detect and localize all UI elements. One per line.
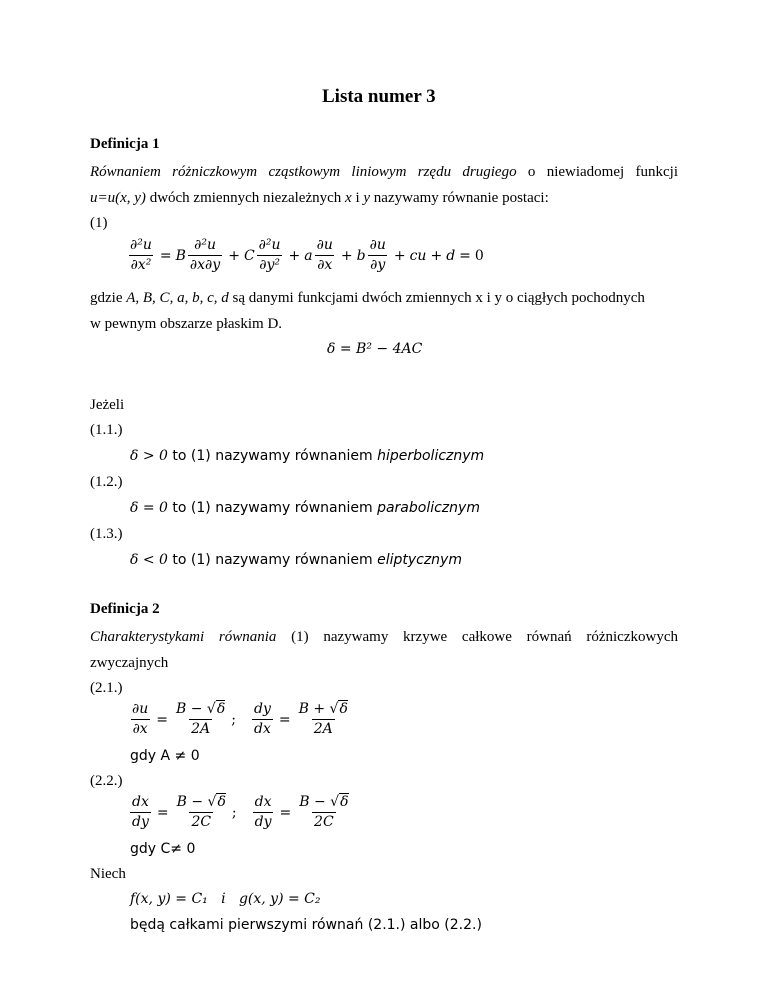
niech-label: Niech	[90, 866, 126, 882]
fraction-d2u-dx2: $\frac{\text{∂²u}}{\text{∂x²}}$	[130, 237, 152, 273]
case-1-condition: δ > 0	[130, 448, 168, 464]
definition-1-line-1-rest: o niewiadomej funkcji	[516, 164, 678, 180]
fraction-b-minus-sqrt-delta: $\frac{B - √\delta}{2A}$	[176, 701, 226, 737]
case-2-text: to (1) nazywamy równaniem	[167, 500, 378, 516]
after-text-rest: są danymi funkcjami dwóch zmiennych x i y o ciągłych pochodnych	[228, 290, 645, 306]
definition-1-line-1	[90, 164, 678, 181]
definition-2-term: Charakterystykami równania	[90, 629, 277, 645]
conjunction: i	[351, 190, 364, 206]
function-notation: u=u(x, y)	[90, 190, 146, 206]
definition-2-line-1	[90, 629, 678, 646]
fraction-b-plus-sqrt-delta: $\frac{B + √\delta}{2A}$	[298, 701, 348, 737]
delta-definition: δ = B² − 4AC	[327, 341, 423, 357]
case-1-text: to (1) nazywamy równaniem	[167, 448, 378, 464]
case-1-label: (1.1.)	[90, 422, 123, 438]
fraction-du-dx-2: $\frac{\partial u}{\partial x}$	[132, 701, 149, 737]
page-title: Lista numer 3	[322, 86, 436, 107]
definition-2-heading: Definicja 2	[90, 601, 160, 617]
case-2	[130, 500, 480, 516]
case-2-condition: δ = 0	[130, 500, 168, 516]
definition-1-text-end: nazywamy równanie postaci:	[370, 190, 549, 206]
fraction-d2u-dy2: $\frac{\text{∂²u}}{\text{∂y²}}$	[258, 237, 281, 273]
case-3-text: to (1) nazywamy równaniem	[167, 552, 378, 568]
equation-2-2-label: (2.2.)	[90, 773, 123, 789]
fraction-b-minus-sqrt-delta-2c-2: $\frac{B - √\delta}{2C}$	[299, 794, 349, 830]
fraction-du-dx: $\frac{\partial u}{\partial x}$	[316, 237, 333, 273]
fraction-dx-dy-2: $\frac{dx}{dy}$	[254, 794, 272, 830]
definition-1-term: Równaniem różniczkowym cząstkowym liniowym rzędu drugiego	[90, 164, 517, 180]
case-2-kind: parabolicznym	[377, 500, 480, 516]
first-integrals: f(x, y) = C₁ i g(x, y) = C₂	[130, 891, 321, 907]
case-1	[130, 448, 484, 464]
case-3	[130, 552, 462, 568]
equation-2-1-label: (2.1.)	[90, 680, 123, 696]
fraction-d2u-dxdy: $\frac{\text{∂²u}}{\partial x\partial y}$	[189, 237, 221, 273]
definition-1-after-line-1	[90, 290, 645, 307]
condition-2-2: gdy C≠ 0	[130, 841, 196, 857]
definition-1-after-line-2: w pewnym obszarze płaskim D.	[90, 316, 283, 332]
equation-1: $\frac{\text{∂²u}}{\text{∂x²}}$ = B $\frac{\text{∂²u}}{\partial x\partial y}$ + C $\frac{\text{∂²u}}{\text{∂y²}}$ + a $\frac{\partial u}{\partial x}$ + b $\frac{\partial u}{\partial y}$ + cu + d = 0	[130, 237, 484, 273]
after-text-start: gdzie	[90, 290, 127, 306]
definition-1-line-2	[90, 190, 549, 207]
case-3-label: (1.3.)	[90, 526, 123, 542]
closing-line: będą całkami pierwszymi równań (2.1.) albo (2.2.)	[130, 917, 482, 933]
condition-2-1: gdy A ≠ 0	[130, 748, 200, 764]
case-3-kind: eliptycznym	[377, 552, 462, 568]
variable-y: y	[363, 190, 371, 206]
definition-2-line-1-rest: (1) nazywamy krzywe całkowe równań różniczkowych	[276, 629, 678, 645]
case-2-label: (1.2.)	[90, 474, 123, 490]
cases-intro: Jeżeli	[90, 397, 125, 413]
fraction-b-minus-sqrt-delta-2c: $\frac{B - √\delta}{2C}$	[176, 794, 226, 830]
case-3-condition: δ < 0	[130, 552, 168, 568]
definition-1-heading: Definicja 1	[90, 136, 160, 152]
case-1-kind: hiperbolicznym	[377, 448, 485, 464]
equation-2-1: $\frac{\partial u}{\partial x}$ = $\frac{B - √\delta}{2A}$ ; $\frac{dy}{dx}$ = $\frac{B + √\delta}{2A}$	[132, 701, 348, 737]
fraction-du-dy: $\frac{\partial u}{\partial y}$	[369, 237, 386, 273]
definition-2-line-2: zwyczajnych	[90, 655, 169, 671]
variable-x: x	[345, 190, 352, 206]
equation-2-2: $\frac{dx}{dy}$ = $\frac{B - √\delta}{2C}$ ; $\frac{dx}{dy}$ = $\frac{B - √\delta}{2C}$	[132, 794, 349, 830]
fraction-dy-dx: $\frac{dy}{dx}$	[254, 701, 271, 737]
function-list: A, B, C, a, b, c, d	[126, 290, 229, 306]
fraction-dx-dy: $\frac{dx}{dy}$	[132, 794, 149, 830]
equation-1-label: (1)	[90, 215, 108, 231]
definition-1-text: dwóch zmiennych niezależnych	[145, 190, 346, 206]
